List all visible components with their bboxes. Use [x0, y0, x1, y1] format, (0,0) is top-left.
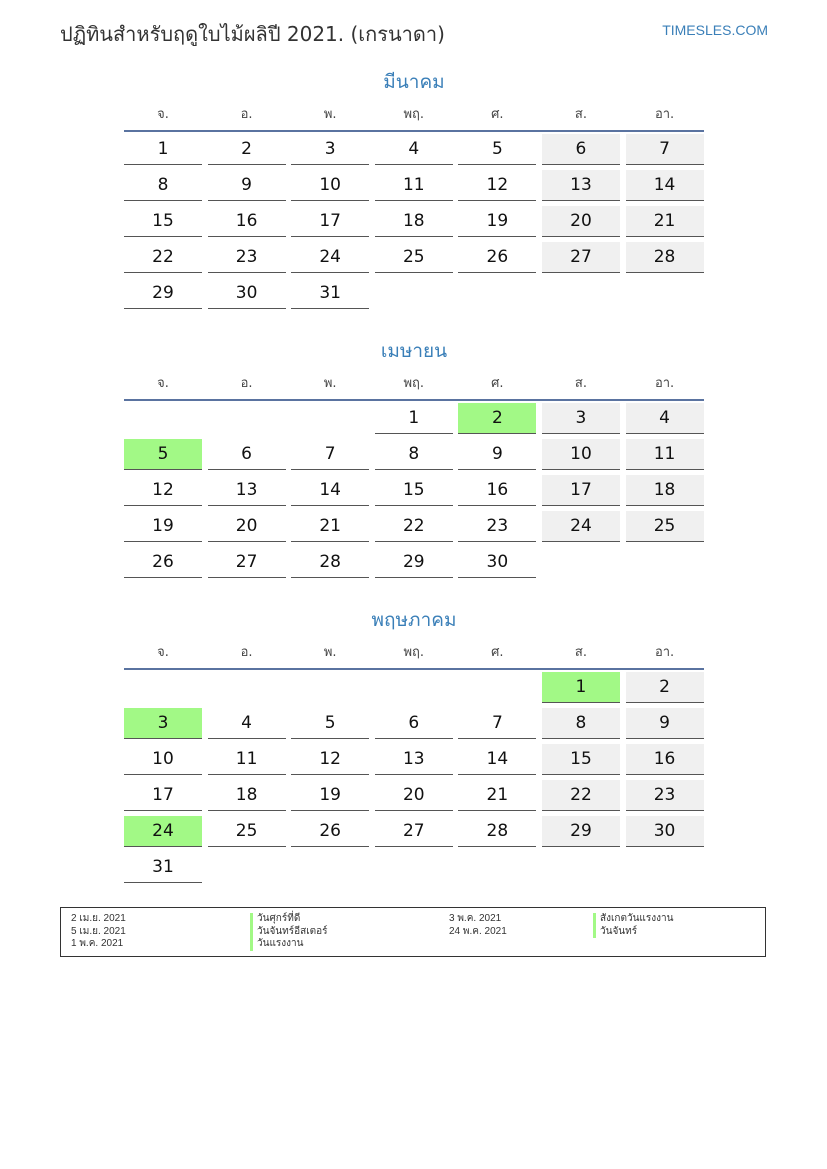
- day-cell: 4: [375, 134, 453, 165]
- day-cell: 27: [375, 816, 453, 847]
- legend-date: 1 พ.ค. 2021: [71, 938, 124, 949]
- day-cell: 15: [124, 206, 202, 237]
- day-cell: 31: [124, 852, 202, 883]
- day-cell: 16: [458, 475, 536, 506]
- day-cell: 13: [542, 170, 620, 201]
- day-cell: 12: [458, 170, 536, 201]
- weekday-label: พฤ.: [403, 375, 425, 391]
- page-title: ปฏิทินสำหรับฤดูใบไม้ผลิปี 2021. (เกรนาดา): [60, 22, 445, 46]
- day-cell: 24: [291, 242, 369, 273]
- day-cell: 18: [375, 206, 453, 237]
- holiday-day-cell: 24: [124, 816, 202, 847]
- day-cell: 18: [208, 780, 286, 811]
- empty-cell: [124, 403, 202, 434]
- day-cell: 19: [458, 206, 536, 237]
- day-cell: 3: [291, 134, 369, 165]
- day-cell: 29: [375, 547, 453, 578]
- day-cell: 31: [291, 278, 369, 309]
- day-cell: 16: [626, 744, 704, 775]
- holiday-day-cell: 5: [124, 439, 202, 470]
- day-cell: 22: [124, 242, 202, 273]
- day-cell: 4: [208, 708, 286, 739]
- day-cell: 12: [291, 744, 369, 775]
- weekday-label: พ.: [323, 106, 337, 122]
- weekday-label: พฤ.: [403, 106, 425, 122]
- day-cell: 6: [542, 134, 620, 165]
- empty-cell: [124, 672, 202, 703]
- day-cell: 30: [458, 547, 536, 578]
- day-cell: 24: [542, 511, 620, 542]
- day-cell: 5: [458, 134, 536, 165]
- day-grid: [124, 134, 704, 314]
- day-cell: 7: [458, 708, 536, 739]
- day-cell: 2: [208, 134, 286, 165]
- header-rule: [124, 130, 704, 132]
- weekday-label: อา.: [654, 644, 675, 660]
- weekday-label: ส.: [574, 375, 587, 391]
- day-cell: 27: [542, 242, 620, 273]
- day-cell: 29: [124, 278, 202, 309]
- day-cell: 26: [291, 816, 369, 847]
- day-cell: 28: [291, 547, 369, 578]
- day-cell: 19: [291, 780, 369, 811]
- weekday-label: อา.: [654, 375, 675, 391]
- day-cell: 26: [124, 547, 202, 578]
- day-cell: 28: [626, 242, 704, 273]
- day-cell: 21: [291, 511, 369, 542]
- day-cell: 11: [208, 744, 286, 775]
- day-cell: 10: [542, 439, 620, 470]
- header-rule: [124, 399, 704, 401]
- day-cell: 1: [375, 403, 453, 434]
- day-cell: 9: [208, 170, 286, 201]
- day-cell: 23: [626, 780, 704, 811]
- weekday-header: [124, 634, 704, 668]
- day-cell: 18: [626, 475, 704, 506]
- day-cell: 20: [208, 511, 286, 542]
- day-cell: 25: [626, 511, 704, 542]
- day-cell: 17: [124, 780, 202, 811]
- weekday-label: ศ.: [491, 644, 504, 660]
- weekday-header: [124, 365, 704, 399]
- day-cell: 13: [375, 744, 453, 775]
- day-cell: 10: [291, 170, 369, 201]
- month-may: [124, 606, 704, 888]
- month-title: พฤษภาคม: [371, 609, 457, 631]
- day-cell: 30: [626, 816, 704, 847]
- month-march: [124, 68, 704, 314]
- day-cell: 10: [124, 744, 202, 775]
- day-cell: 28: [458, 816, 536, 847]
- weekday-label: ศ.: [491, 106, 504, 122]
- day-cell: 14: [626, 170, 704, 201]
- day-cell: 26: [458, 242, 536, 273]
- day-cell: 16: [208, 206, 286, 237]
- day-cell: 20: [375, 780, 453, 811]
- empty-cell: [291, 403, 369, 434]
- weekday-label: พฤ.: [403, 644, 425, 660]
- day-cell: 4: [626, 403, 704, 434]
- empty-cell: [458, 672, 536, 703]
- holiday-day-cell: 3: [124, 708, 202, 739]
- legend-names-right: [593, 913, 673, 938]
- weekday-label: ศ.: [491, 375, 504, 391]
- empty-cell: [291, 672, 369, 703]
- day-cell: 12: [124, 475, 202, 506]
- header-rule: [124, 668, 704, 670]
- weekday-header: [124, 96, 704, 130]
- day-cell: 22: [375, 511, 453, 542]
- day-cell: 8: [375, 439, 453, 470]
- weekday-label: ส.: [574, 106, 587, 122]
- day-cell: 21: [626, 206, 704, 237]
- day-cell: 22: [542, 780, 620, 811]
- day-cell: 7: [626, 134, 704, 165]
- weekday-label: พ.: [323, 375, 337, 391]
- day-cell: 11: [375, 170, 453, 201]
- day-cell: 15: [375, 475, 453, 506]
- weekday-label: ส.: [574, 644, 587, 660]
- legend-holiday-name: วันจันทร์: [593, 926, 673, 939]
- day-cell: 3: [542, 403, 620, 434]
- day-cell: 8: [542, 708, 620, 739]
- legend-dates-right: [449, 913, 507, 938]
- month-title: มีนาคม: [383, 71, 445, 93]
- day-cell: 17: [542, 475, 620, 506]
- weekday-label: อ.: [240, 644, 253, 660]
- day-cell: 14: [458, 744, 536, 775]
- day-cell: 25: [208, 816, 286, 847]
- day-cell: 15: [542, 744, 620, 775]
- day-cell: 1: [124, 134, 202, 165]
- day-cell: 11: [626, 439, 704, 470]
- day-cell: 2: [626, 672, 704, 703]
- weekday-label: จ.: [157, 375, 169, 391]
- legend-date: 2 เม.ย. 2021: [71, 913, 126, 924]
- day-cell: 20: [542, 206, 620, 237]
- weekday-label: พ.: [323, 644, 337, 660]
- legend-date: 3 พ.ค. 2021: [449, 913, 502, 924]
- empty-cell: [375, 672, 453, 703]
- day-cell: 25: [375, 242, 453, 273]
- day-cell: 23: [208, 242, 286, 273]
- day-cell: 21: [458, 780, 536, 811]
- day-cell: 14: [291, 475, 369, 506]
- month-title: เมษายน: [380, 340, 448, 362]
- day-cell: 13: [208, 475, 286, 506]
- weekday-label: อ.: [240, 375, 253, 391]
- legend-date: 5 เม.ย. 2021: [71, 925, 126, 937]
- day-cell: 29: [542, 816, 620, 847]
- day-cell: 9: [626, 708, 704, 739]
- weekday-label: อา.: [654, 106, 675, 122]
- site-link[interactable]: TIMESLES.COM: [662, 22, 768, 38]
- day-cell: 19: [124, 511, 202, 542]
- legend-holiday-name: วันจันทร์อีสเตอร์: [250, 926, 328, 939]
- day-cell: 27: [208, 547, 286, 578]
- empty-cell: [208, 672, 286, 703]
- day-cell: 30: [208, 278, 286, 309]
- legend-date: 24 พ.ค. 2021: [449, 925, 507, 937]
- legend-holiday-name: สังเกตวันแรงงาน: [593, 913, 673, 926]
- weekday-label: จ.: [157, 106, 169, 122]
- day-grid: [124, 403, 704, 583]
- holiday-day-cell: 1: [542, 672, 620, 703]
- day-grid: [124, 672, 704, 888]
- weekday-label: จ.: [157, 644, 169, 660]
- holiday-day-cell: 2: [458, 403, 536, 434]
- month-april: [124, 337, 704, 583]
- day-cell: 6: [375, 708, 453, 739]
- legend-holiday-name: วันแรงงาน: [250, 938, 328, 951]
- legend-names-left: [250, 913, 328, 951]
- day-cell: 7: [291, 439, 369, 470]
- legend-dates-left: [71, 913, 126, 951]
- day-cell: 5: [291, 708, 369, 739]
- day-cell: 9: [458, 439, 536, 470]
- day-cell: 17: [291, 206, 369, 237]
- day-cell: 6: [208, 439, 286, 470]
- day-cell: 8: [124, 170, 202, 201]
- legend-holiday-name: วันศุกร์ที่ดี: [250, 913, 328, 926]
- holiday-legend: [60, 907, 766, 957]
- empty-cell: [208, 403, 286, 434]
- weekday-label: อ.: [240, 106, 253, 122]
- day-cell: 23: [458, 511, 536, 542]
